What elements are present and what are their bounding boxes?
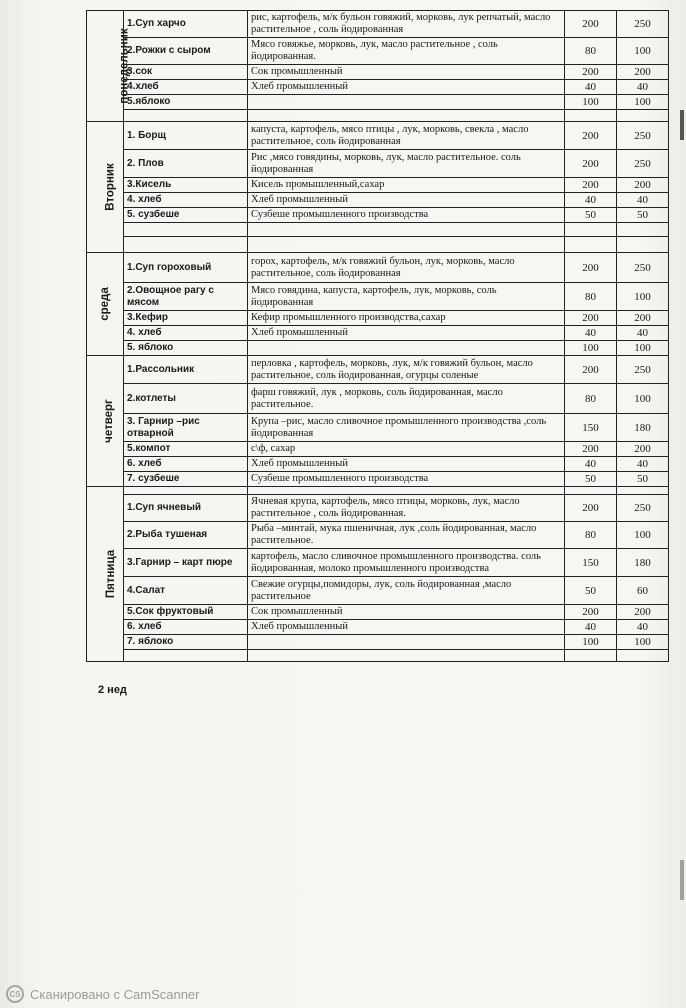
dish-name: 5. яблоко xyxy=(124,341,248,356)
day-label: Вторник xyxy=(104,162,117,211)
ingredients-cell: Ячневая крупа, картофель, мясо птицы, морковь, лук, масло растительное , соль йодированная. xyxy=(248,495,565,522)
portion-small: 80 xyxy=(565,38,617,65)
menu-row xyxy=(87,237,669,253)
ingredients-cell: Хлеб промышленный xyxy=(248,326,565,341)
dish-name: 4.Салат xyxy=(124,577,248,605)
portion-large: 40 xyxy=(617,193,669,208)
day-label: Пятница xyxy=(105,549,118,598)
portion-small xyxy=(565,237,617,253)
menu-row xyxy=(87,577,669,605)
menu-row xyxy=(87,223,669,237)
dish-name xyxy=(124,650,248,662)
portion-large: 180 xyxy=(617,414,669,442)
portion-small: 50 xyxy=(565,577,617,605)
menu-row xyxy=(87,11,669,38)
portion-large: 250 xyxy=(617,150,669,178)
dish-name: 2.Рыба тушеная xyxy=(124,522,248,549)
portion-large: 250 xyxy=(617,253,669,283)
dish-name: 1. Борщ xyxy=(124,122,248,150)
portion-small: 40 xyxy=(565,193,617,208)
menu-row xyxy=(87,80,669,95)
day-label: понедельник xyxy=(118,27,131,104)
portion-large: 250 xyxy=(617,495,669,522)
ingredients-cell xyxy=(248,95,565,110)
dish-name: 1.Суп харчо xyxy=(124,11,248,38)
portion-large: 100 xyxy=(617,522,669,549)
portion-large: 100 xyxy=(617,384,669,414)
ingredients-cell: Мясо говядина, капуста, картофель, лук, морковь, соль йодированная xyxy=(248,283,565,311)
dish-name: 7. яблоко xyxy=(124,635,248,650)
week-label: 2 нед xyxy=(98,684,127,696)
menu-row xyxy=(87,208,669,223)
portion-small xyxy=(565,650,617,662)
menu-row xyxy=(87,356,669,384)
scan-artifact xyxy=(680,110,684,140)
portion-large xyxy=(617,237,669,253)
portion-large: 40 xyxy=(617,620,669,635)
menu-row xyxy=(87,650,669,662)
menu-row xyxy=(87,442,669,457)
portion-small: 50 xyxy=(565,208,617,223)
portion-large: 200 xyxy=(617,65,669,80)
dish-name: 3.сок xyxy=(124,65,248,80)
dish-name: 3. Гарнир –рис отварной xyxy=(124,414,248,442)
portion-large xyxy=(617,223,669,237)
ingredients-cell xyxy=(248,650,565,662)
ingredients-cell: Сок промышленный xyxy=(248,605,565,620)
menu-row xyxy=(87,472,669,487)
portion-small xyxy=(565,110,617,122)
ingredients-cell xyxy=(248,223,565,237)
portion-large: 100 xyxy=(617,283,669,311)
dish-name xyxy=(124,487,248,495)
portion-large xyxy=(617,650,669,662)
menu-row xyxy=(87,311,669,326)
menu-row xyxy=(87,283,669,311)
day-label: среда xyxy=(98,286,111,321)
dish-name: 4.хлеб xyxy=(124,80,248,95)
dish-name: 2.Овощное рагу с мясом xyxy=(124,283,248,311)
portion-small: 80 xyxy=(565,283,617,311)
portion-small: 40 xyxy=(565,326,617,341)
day-cell xyxy=(87,356,124,487)
ingredients-cell: Свежие огурцы,помидоры, лук, соль йодированная ,масло растительное xyxy=(248,577,565,605)
portion-small: 100 xyxy=(565,95,617,110)
portion-large: 200 xyxy=(617,311,669,326)
ingredients-cell xyxy=(248,110,565,122)
portion-small: 150 xyxy=(565,549,617,577)
dish-name: 1.Суп ячневый xyxy=(124,495,248,522)
portion-small: 100 xyxy=(565,341,617,356)
menu-row xyxy=(87,95,669,110)
portion-large xyxy=(617,487,669,495)
dish-name: 5.Сок фруктовый xyxy=(124,605,248,620)
ingredients-cell xyxy=(248,487,565,495)
portion-large: 100 xyxy=(617,95,669,110)
portion-small: 100 xyxy=(565,635,617,650)
dish-name: 6. хлеб xyxy=(124,620,248,635)
dish-name: 2.Рожки с сыром xyxy=(124,38,248,65)
portion-large: 250 xyxy=(617,11,669,38)
portion-small: 200 xyxy=(565,11,617,38)
dish-name xyxy=(124,110,248,122)
menu-row xyxy=(87,326,669,341)
portion-large: 250 xyxy=(617,122,669,150)
portion-small: 40 xyxy=(565,80,617,95)
portion-large: 180 xyxy=(617,549,669,577)
ingredients-cell: Хлеб промышленный xyxy=(248,620,565,635)
ingredients-cell: Кисель промышленный,сахар xyxy=(248,178,565,193)
portion-small: 200 xyxy=(565,356,617,384)
portion-small: 200 xyxy=(565,122,617,150)
ingredients-cell: Мясо говяжье, морковь, лук, масло растительное , соль йодированная. xyxy=(248,38,565,65)
portion-small xyxy=(565,487,617,495)
dish-name: 5.компот xyxy=(124,442,248,457)
portion-large: 50 xyxy=(617,472,669,487)
menu-row xyxy=(87,341,669,356)
menu-row xyxy=(87,122,669,150)
portion-large: 100 xyxy=(617,635,669,650)
portion-large: 100 xyxy=(617,38,669,65)
ingredients-cell: Хлеб промышленный xyxy=(248,193,565,208)
ingredients-cell: с\ф, сахар xyxy=(248,442,565,457)
menu-row xyxy=(87,605,669,620)
portion-small: 200 xyxy=(565,150,617,178)
dish-name: 6. хлеб xyxy=(124,457,248,472)
scan-artifact xyxy=(680,860,684,900)
dish-name xyxy=(124,237,248,253)
menu-row xyxy=(87,253,669,283)
portion-large: 60 xyxy=(617,577,669,605)
dish-name: 5. сузбеше xyxy=(124,208,248,223)
portion-large: 40 xyxy=(617,326,669,341)
portion-large: 200 xyxy=(617,178,669,193)
ingredients-cell: капуста, картофель, мясо птицы , лук, морковь, свекла , масло растительное, соль йодированная xyxy=(248,122,565,150)
dish-name: 5.яблоко xyxy=(124,95,248,110)
portion-large: 100 xyxy=(617,341,669,356)
portion-large: 40 xyxy=(617,457,669,472)
portion-small: 50 xyxy=(565,472,617,487)
day-cell xyxy=(87,253,124,356)
portion-small: 40 xyxy=(565,457,617,472)
portion-large: 40 xyxy=(617,80,669,95)
ingredients-cell xyxy=(248,635,565,650)
ingredients-cell: Сузбеше промышленного производства xyxy=(248,208,565,223)
day-cell xyxy=(87,11,131,122)
dish-name: 4. хлеб xyxy=(124,326,248,341)
menu-row xyxy=(87,620,669,635)
dish-name: 3.Кефир xyxy=(124,311,248,326)
camscanner-icon: CS xyxy=(6,985,24,1003)
portion-small: 200 xyxy=(565,253,617,283)
dish-name: 2. Плов xyxy=(124,150,248,178)
menu-row xyxy=(87,178,669,193)
portion-small: 80 xyxy=(565,522,617,549)
menu-row xyxy=(87,150,669,178)
dish-name: 7. сузбеше xyxy=(124,472,248,487)
dish-name: 2.котлеты xyxy=(124,384,248,414)
portion-small: 200 xyxy=(565,311,617,326)
day-cell xyxy=(87,487,124,662)
day-cell xyxy=(87,122,124,253)
portion-large: 50 xyxy=(617,208,669,223)
menu-row xyxy=(87,414,669,442)
dish-name xyxy=(124,223,248,237)
ingredients-cell: Кефир промышленного производства,сахар xyxy=(248,311,565,326)
menu-row xyxy=(87,38,669,65)
ingredients-cell: Хлеб промышленный xyxy=(248,457,565,472)
portion-small: 200 xyxy=(565,65,617,80)
dish-name: 3.Кисель xyxy=(124,178,248,193)
day-label: четверг xyxy=(102,398,115,443)
ingredients-cell: Сок промышленный xyxy=(248,65,565,80)
dish-name: 1.Рассольник xyxy=(124,356,248,384)
portion-small xyxy=(565,223,617,237)
ingredients-cell: Хлеб промышленный xyxy=(248,80,565,95)
menu-row xyxy=(87,457,669,472)
portion-small: 200 xyxy=(565,605,617,620)
ingredients-cell: Рис ,мясо говядины, морковь, лук, масло растительное. соль йодированная xyxy=(248,150,565,178)
portion-small: 200 xyxy=(565,178,617,193)
menu-row xyxy=(87,65,669,80)
menu-row xyxy=(87,384,669,414)
ingredients-cell: Сузбеше промышленного производства xyxy=(248,472,565,487)
portion-large xyxy=(617,110,669,122)
menu-row xyxy=(87,522,669,549)
dish-name: 3.Гарнир – карт пюре xyxy=(124,549,248,577)
ingredients-cell: картофель, масло сливочное промышленного производства. соль йодированная, молоко промышленного производства xyxy=(248,549,565,577)
ingredients-cell: перловка , картофель, морковь, лук, м/к говяжий бульон, масло растительное, соль йодированная, огурцы соленые xyxy=(248,356,565,384)
ingredients-cell xyxy=(248,341,565,356)
ingredients-cell xyxy=(248,237,565,253)
dish-name: 4. хлеб xyxy=(124,193,248,208)
watermark-text: Сканировано с CamScanner xyxy=(30,986,200,1002)
menu-row xyxy=(87,487,669,495)
ingredients-cell: Рыба –минтай, мука пшеничная, лук ,соль йодированная, масло растительное. xyxy=(248,522,565,549)
ingredients-cell: горох, картофель, м/к говяжий бульон, лук, морковь, масло растительное, соль йодированная xyxy=(248,253,565,283)
ingredients-cell: рис, картофель, м/к бульон говяжий, морковь, лук репчатый, масло растительное , соль йодированная xyxy=(248,11,565,38)
portion-small: 200 xyxy=(565,442,617,457)
menu-row xyxy=(87,193,669,208)
menu-row xyxy=(87,635,669,650)
portion-large: 200 xyxy=(617,442,669,457)
ingredients-cell: фарш говяжий, лук , морковь, соль йодированная, масло растительное. xyxy=(248,384,565,414)
menu-row xyxy=(87,495,669,522)
menu-row xyxy=(87,549,669,577)
portion-large: 250 xyxy=(617,356,669,384)
portion-small: 150 xyxy=(565,414,617,442)
scanner-watermark xyxy=(6,985,199,1003)
ingredients-cell: Крупа –рис, масло сливочное промышленного производства ,соль йодированная xyxy=(248,414,565,442)
portion-small: 80 xyxy=(565,384,617,414)
portion-small: 40 xyxy=(565,620,617,635)
menu-row xyxy=(87,110,669,122)
portion-large: 200 xyxy=(617,605,669,620)
portion-small: 200 xyxy=(565,495,617,522)
menu-table xyxy=(86,10,669,662)
dish-name: 1.Суп гороховый xyxy=(124,253,248,283)
